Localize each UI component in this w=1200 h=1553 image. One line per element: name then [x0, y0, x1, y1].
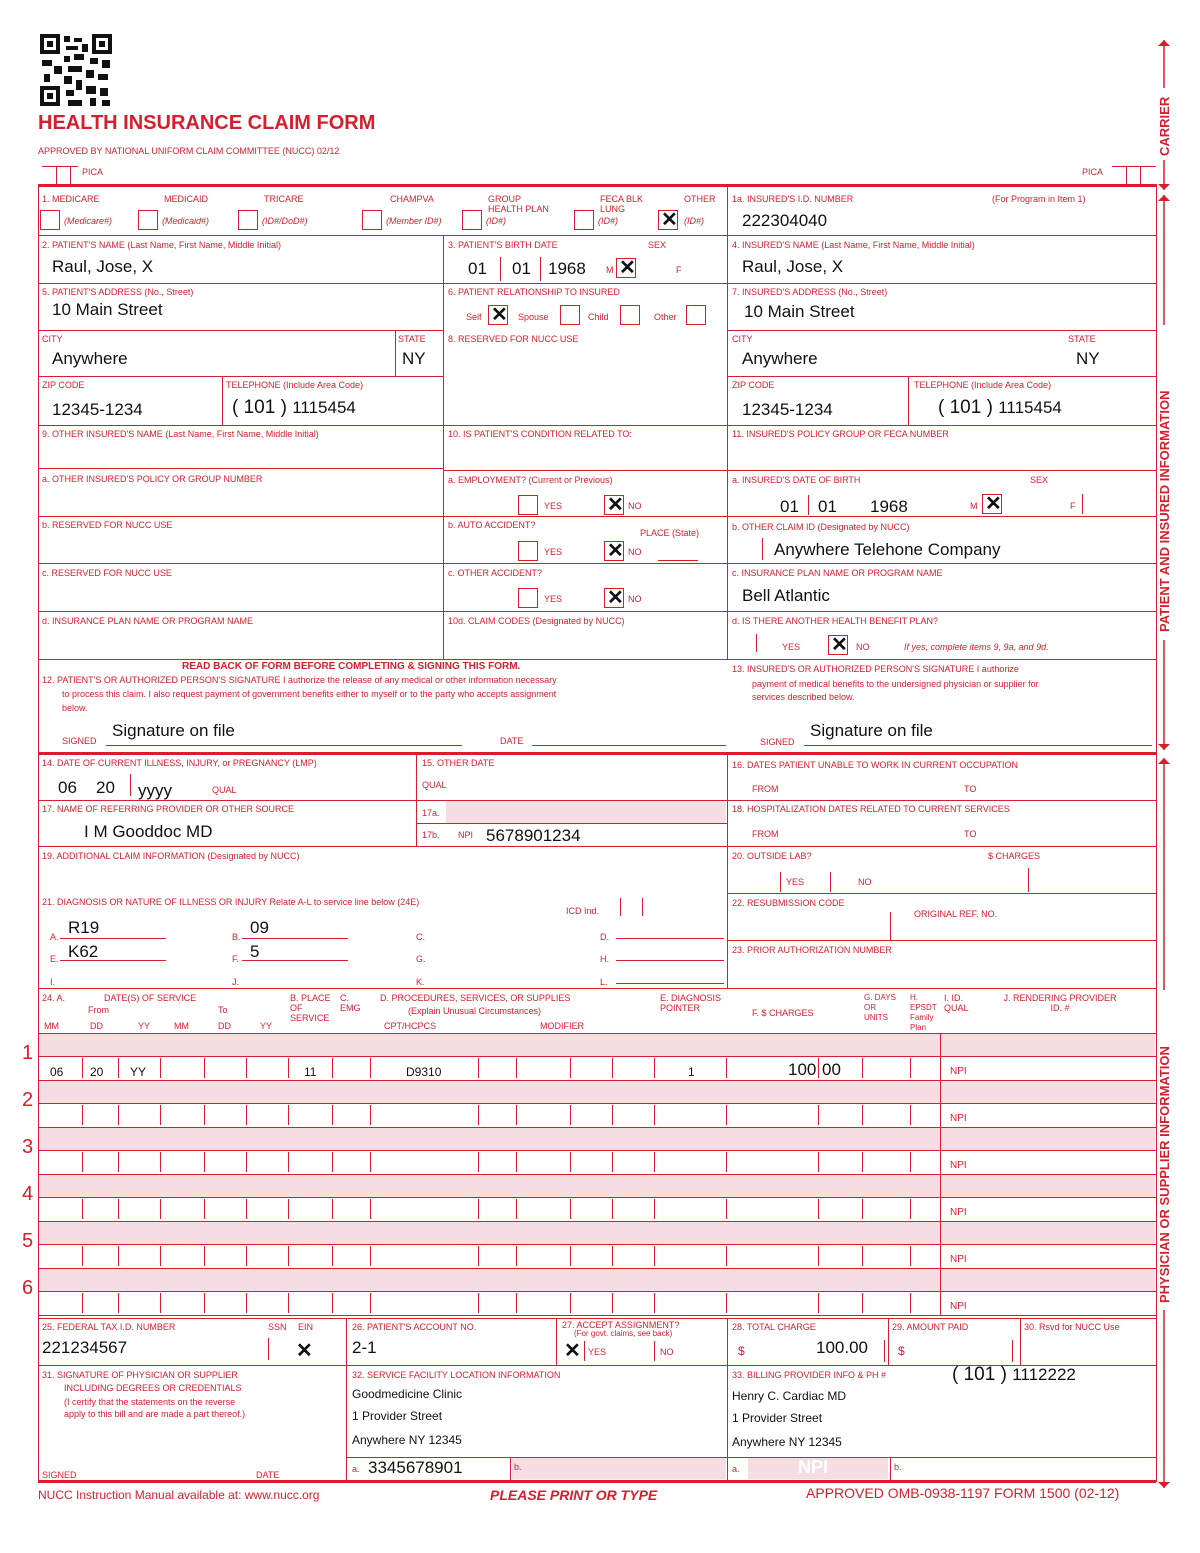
insured-birth-yy[interactable]: 1968 — [870, 497, 908, 516]
diag-k-label: K. — [416, 977, 425, 987]
patient-zip-field[interactable]: 12345-1234 — [52, 400, 143, 419]
accept-yes-mark: ✕ — [564, 1340, 581, 1362]
diag-e-label: E. — [50, 954, 59, 964]
relationship-other-checkbox[interactable] — [686, 305, 706, 325]
birth-dd[interactable]: 01 — [512, 259, 531, 278]
col24a-to: To — [218, 1005, 228, 1015]
diagnosis-e-field[interactable]: K62 — [68, 942, 99, 961]
patient-area-code: 101 — [243, 397, 276, 418]
box28-dollar: $ — [738, 1344, 745, 1358]
box26-label: 26. PATIENT'S ACCOUNT NO. — [352, 1322, 477, 1332]
col24-yy-from: YY — [138, 1021, 151, 1031]
another-plan-no-mark: ✕ — [831, 634, 848, 656]
box31-l3: (I certify that the statements on the reverse — [64, 1397, 236, 1407]
box13-text2: payment of medical benefits to the undersigned physician or supplier for — [752, 679, 1039, 689]
birth-yy[interactable]: 1968 — [548, 259, 586, 278]
col24b-label: B. PLACE OF SERVICE — [290, 993, 331, 1023]
tricare-sub: (ID#/DoD#) — [262, 216, 308, 226]
box17a-label: 17a. — [422, 808, 440, 818]
box18-label: 18. HOSPITALIZATION DATES RELATED TO CURRENT SERVICES — [732, 804, 1010, 814]
patient-insured-side-label — [1150, 195, 1178, 750]
box1-feca-label: FECA BLK LUNG — [600, 194, 644, 214]
box9d-label: d. INSURANCE PLAN NAME OR PROGRAM NAME — [42, 616, 254, 626]
line1-from-yy[interactable]: YY — [130, 1065, 147, 1079]
box8-label: 8. RESERVED FOR NUCC USE — [448, 334, 579, 344]
illness-dd[interactable]: 20 — [96, 778, 115, 797]
col24g-label: G. DAYS OR UNITS — [864, 993, 896, 1022]
box13-signed-label: SIGNED — [760, 737, 795, 747]
diagnosis-a-field[interactable]: R19 — [68, 918, 100, 937]
footer-omb: APPROVED OMB-0938-1197 FORM 1500 (02-12) — [806, 1485, 1120, 1501]
box28-label: 28. TOTAL CHARGE — [732, 1322, 816, 1332]
insured-zip-field[interactable]: 12345-1234 — [742, 400, 833, 419]
box12-text3: below. — [62, 703, 88, 713]
box1-tricare-label: TRICARE — [264, 194, 304, 204]
box11a-sex: SEX — [1030, 475, 1049, 485]
medicaid-checkbox[interactable] — [138, 210, 158, 230]
box17-label: 17. NAME OF REFERRING PROVIDER OR OTHER SOURCE — [42, 804, 295, 814]
box5-zip-label: ZIP CODE — [42, 380, 85, 390]
billing-city-field[interactable]: Anywhere NY 12345 — [732, 1435, 842, 1449]
facility-city-field[interactable]: Anywhere NY 12345 — [352, 1433, 462, 1447]
box25-ssn: SSN — [268, 1322, 287, 1332]
box11a-label: a. INSURED'S DATE OF BIRTH — [732, 475, 861, 485]
box9a-label: a. OTHER INSURED'S POLICY OR GROUP NUMBER — [42, 474, 263, 484]
other-claim-id-field[interactable]: Anywhere Telehone Company — [774, 540, 1001, 559]
line1-diag-pointer[interactable]: 1 — [688, 1065, 695, 1079]
box11d-yes-label: YES — [782, 642, 801, 652]
footer-print: PLEASE PRINT OR TYPE — [490, 1487, 658, 1503]
patient-phone-field[interactable]: ( 101 ) 1115454 — [232, 397, 356, 418]
group-sub: (ID#) — [486, 216, 506, 226]
line1-charge-cents[interactable]: 00 — [822, 1060, 841, 1079]
box19-label: 19. ADDITIONAL CLAIM INFORMATION (Designated by NUCC) — [42, 851, 300, 861]
tricare-checkbox[interactable] — [238, 210, 258, 230]
box23-label: 23. PRIOR AUTHORIZATION NUMBER — [732, 945, 892, 955]
col24a-dates: DATE(S) OF SERVICE — [104, 993, 197, 1003]
other-accident-no-mark: ✕ — [607, 587, 624, 609]
box10a-label: a. EMPLOYMENT? (Current or Previous) — [448, 475, 613, 485]
auto-accident-yes-checkbox[interactable] — [518, 541, 538, 561]
diag-i-label: I. — [50, 977, 56, 987]
box32-label: 32. SERVICE FACILITY LOCATION INFORMATION — [352, 1370, 561, 1380]
box30-label: 30. Rsvd for NUCC Use — [1024, 1322, 1120, 1332]
service-line-shaded-band — [39, 1175, 1155, 1197]
insured-street-field[interactable]: 10 Main Street — [744, 302, 855, 321]
box7-zip-label: ZIP CODE — [732, 380, 775, 390]
auto-accident-state-field[interactable] — [658, 560, 698, 561]
box18-from: FROM — [752, 829, 779, 839]
line1-pos[interactable]: 11 — [304, 1065, 317, 1079]
tax-id-field[interactable]: 221234567 — [42, 1338, 128, 1357]
box1a-label: 1a. INSURED'S I.D. NUMBER — [732, 194, 854, 204]
col24d-modifier: MODIFIER — [540, 1021, 584, 1031]
box10b-place: PLACE (State) — [640, 528, 700, 538]
carrier-text: CARRIER — [1157, 96, 1172, 156]
auto-accident-no-mark: ✕ — [607, 540, 624, 562]
col24-dd-from: DD — [90, 1021, 103, 1031]
box11b-label: b. OTHER CLAIM ID (Designated by NUCC) — [732, 522, 910, 532]
medicaid-sub: (Medicaid#) — [162, 216, 210, 226]
total-charge-field[interactable]: 100.00 — [816, 1338, 868, 1357]
box7-label: 7. INSURED'S ADDRESS (No., Street) — [732, 287, 888, 297]
physician-text: PHYSICIAN OR SUPPLIER INFORMATION — [1157, 1046, 1172, 1303]
service-line-number: 4 — [22, 1183, 34, 1205]
other-sub: (ID#) — [684, 216, 704, 226]
box3-m: M — [606, 265, 614, 275]
diag-l-label: L. — [600, 977, 608, 987]
box29-dollar: $ — [898, 1344, 905, 1358]
diag-j-label: J. — [232, 977, 240, 987]
employment-no-label: NO — [628, 501, 642, 511]
insured-phone-field[interactable]: ( 101 ) 1115454 — [938, 397, 1062, 418]
box11d-no-label: NO — [856, 642, 870, 652]
box6-other: Other — [654, 312, 677, 322]
col24-yy-to: YY — [260, 1021, 273, 1031]
service-line-number: 5 — [22, 1230, 34, 1252]
referring-npi-field[interactable]: 5678901234 — [486, 826, 581, 845]
relationship-self-mark: ✕ — [491, 304, 508, 326]
auto-no-label: NO — [628, 547, 642, 557]
box13-label: 13. INSURED'S OR AUTHORIZED PERSON'S SIGNATURE I authorize — [732, 664, 1019, 674]
box25-ein: EIN — [298, 1322, 314, 1332]
ein-mark: ✕ — [296, 1340, 313, 1362]
diag-f-label: F. — [232, 954, 240, 964]
patient-signature-date-field[interactable] — [532, 745, 726, 746]
box33a-label: a. — [732, 1464, 740, 1474]
box33-npi-watermark: NPI — [798, 1457, 829, 1477]
box12-date-label: DATE — [500, 736, 524, 746]
box10-label: 10. IS PATIENT'S CONDITION RELATED TO: — [448, 429, 632, 439]
other-accident-yes-label: YES — [544, 594, 563, 604]
group-checkbox[interactable] — [462, 210, 482, 230]
box17b-label: 17b. — [422, 830, 440, 840]
col24-dd-to: DD — [218, 1021, 231, 1031]
box11-f: F — [1070, 501, 1076, 511]
feca-sub: (ID#) — [598, 216, 618, 226]
box15-qual: QUAL — [422, 780, 447, 790]
box6-child: Child — [588, 312, 609, 322]
box5-state-label: STATE — [398, 334, 426, 344]
box15-label: 15. OTHER DATE — [422, 758, 495, 768]
box1-medicaid-label: MEDICAID — [164, 194, 209, 204]
col24j-label: J. RENDERING PROVIDER ID. # — [1003, 993, 1117, 1013]
insured-phone-number: 1115454 — [998, 398, 1062, 417]
insured-id-field[interactable]: 222304040 — [742, 211, 828, 230]
box17b-npi: NPI — [458, 830, 474, 840]
col24i-label: I. ID. QUAL — [944, 993, 969, 1013]
box32a-label: a. — [352, 1464, 360, 1474]
service-line-shaded-band — [39, 1222, 1155, 1244]
box11c-label: c. INSURANCE PLAN NAME OR PROGRAM NAME — [732, 568, 943, 578]
illness-yy[interactable]: yyyy — [138, 781, 172, 800]
box31-signed: SIGNED — [42, 1470, 77, 1480]
box16-from: FROM — [752, 784, 779, 794]
insured-state-field[interactable]: NY — [1076, 349, 1100, 368]
box12-signed-label: SIGNED — [62, 736, 97, 746]
patient-sex-m-mark: ✕ — [619, 257, 636, 279]
diag-h-label: H. — [600, 954, 609, 964]
box20-yes: YES — [786, 877, 805, 887]
service-line-shaded-band — [39, 1034, 1155, 1056]
feca-checkbox[interactable] — [574, 210, 594, 230]
service-line-shaded-band — [39, 1269, 1155, 1291]
footer-manual: NUCC Instruction Manual available at: www.nucc.org — [38, 1488, 320, 1502]
box12-text2: to process this claim. I also request payment of government benefits either to myself or to the party who accepts assignment — [62, 689, 557, 699]
patient-state-field[interactable]: NY — [402, 349, 426, 368]
box33-label: 33. BILLING PROVIDER INFO & PH # — [732, 1370, 887, 1380]
box1-other-label: OTHER — [684, 194, 716, 204]
line1-from-mm[interactable]: 06 — [50, 1065, 64, 1079]
billing-area-code: 101 — [963, 1364, 996, 1385]
box7-city-label: CITY — [732, 334, 753, 344]
pica-left: PICA — [82, 167, 104, 177]
box11-label: 11. INSURED'S POLICY GROUP OR FECA NUMBER — [732, 429, 949, 439]
other-accident-no-label: NO — [628, 594, 642, 604]
box10c-label: c. OTHER ACCIDENT? — [448, 568, 543, 578]
champva-checkbox[interactable] — [362, 210, 382, 230]
box14-label: 14. DATE OF CURRENT ILLNESS, INJURY, or PREGNANCY (LMP) — [42, 758, 317, 768]
box22-label: 22. RESUBMISSION CODE — [732, 898, 845, 908]
other-accident-yes-checkbox[interactable] — [518, 588, 538, 608]
employment-no-mark: ✕ — [607, 494, 624, 516]
col24-mm-from: MM — [44, 1021, 59, 1031]
box6-label: 6. PATIENT RELATIONSHIP TO INSURED — [448, 287, 620, 297]
box11d-note: If yes, complete items 9, 9a, and 9d. — [904, 642, 1049, 652]
diag-g-label: G. — [416, 954, 426, 964]
pica-right: PICA — [1082, 167, 1104, 177]
medicare-checkbox[interactable] — [40, 210, 60, 230]
champva-sub: (Member ID#) — [386, 216, 442, 226]
box13-text3: services described below. — [752, 692, 855, 702]
patient-city-field[interactable]: Anywhere — [52, 349, 128, 368]
account-number-field[interactable]: 2-1 — [352, 1338, 377, 1357]
box7-phone-label: TELEPHONE (Include Area Code) — [914, 380, 1052, 390]
diagnosis-f-field[interactable]: 5 — [250, 942, 260, 961]
col24f-label: F. $ CHARGES — [752, 1008, 814, 1018]
box10b-label: b. AUTO ACCIDENT? — [448, 520, 536, 530]
service-line-npi-label: NPI — [950, 1254, 967, 1265]
col24d-cpt: CPT/HCPCS — [384, 1021, 437, 1031]
insured-area-code: 101 — [949, 397, 982, 418]
box20-label: 20. OUTSIDE LAB? — [732, 851, 812, 861]
insured-signature-field[interactable]: Signature on file — [810, 721, 933, 740]
service-line-npi-label: NPI — [950, 1113, 967, 1124]
col24h-label: H. EPSDT Family Plan — [910, 993, 937, 1032]
service-line-npi-label: NPI — [950, 1066, 967, 1077]
diagnosis-b-field[interactable]: 09 — [250, 918, 269, 937]
physician-side-label — [1150, 758, 1178, 1488]
col24-mm-to: MM — [174, 1021, 189, 1031]
diag-b-label: B. — [232, 932, 241, 942]
insured-name-field[interactable]: Raul, Jose, X — [742, 257, 844, 276]
line1-charge-dollars[interactable]: 100 — [788, 1060, 817, 1079]
box9c-label: c. RESERVED FOR NUCC USE — [42, 568, 172, 578]
relationship-spouse-checkbox[interactable] — [560, 305, 580, 325]
box16-label: 16. DATES PATIENT UNABLE TO WORK IN CURRENT OCCUPATION — [732, 760, 1019, 770]
box9b-label: b. RESERVED FOR NUCC USE — [42, 520, 173, 530]
service-line-shaded-band — [39, 1128, 1155, 1150]
col24a-label: 24. A. — [42, 993, 66, 1003]
box1-group-label: GROUP HEALTH PLAN — [488, 194, 549, 214]
box3-label: 3. PATIENT'S BIRTH DATE — [448, 240, 558, 250]
box21-icd-ind: ICD Ind. — [566, 906, 600, 916]
referring-provider-field[interactable]: I M Gooddoc MD — [84, 822, 213, 841]
box10d-label: 10d. CLAIM CODES (Designated by NUCC) — [448, 616, 625, 626]
box5-city-label: CITY — [42, 334, 63, 344]
employment-yes-label: YES — [544, 501, 563, 511]
accept-yes-label: YES — [588, 1347, 607, 1357]
service-line-npi-label: NPI — [950, 1160, 967, 1171]
box29-label: 29. AMOUNT PAID — [892, 1322, 969, 1332]
service-line-npi-label: NPI — [950, 1207, 967, 1218]
box18-to: TO — [964, 829, 977, 839]
line1-cpt[interactable]: D9310 — [406, 1065, 442, 1079]
box5-label: 5. PATIENT'S ADDRESS (No., Street) — [42, 287, 194, 297]
billing-phone-field[interactable]: ( 101 ) 1112222 — [952, 1364, 1076, 1385]
other-check-mark: ✕ — [661, 209, 678, 231]
box27-note: (For govt. claims, see back) — [574, 1329, 673, 1338]
col24d-sub: (Explain Unusual Circumstances) — [408, 1006, 542, 1016]
line1-from-dd[interactable]: 20 — [90, 1065, 104, 1079]
facility-name-field[interactable]: Goodmedicine Clinic — [352, 1387, 463, 1401]
service-line-number: 6 — [22, 1277, 34, 1299]
insured-birth-mm[interactable]: 01 — [780, 497, 799, 516]
box20-no: NO — [858, 877, 872, 887]
box33b-label: b. — [894, 1462, 902, 1472]
read-back-notice: READ BACK OF FORM BEFORE COMPLETING & SIGNING THIS FORM. — [182, 661, 521, 672]
col24c-label: C. EMG — [340, 993, 361, 1013]
accept-no-label: NO — [660, 1347, 674, 1357]
box3-sex-label: SEX — [648, 240, 667, 250]
service-line-number: 3 — [22, 1136, 34, 1158]
billing-phone-number: 1112222 — [1012, 1365, 1076, 1384]
box1-champva-label: CHAMPVA — [390, 194, 434, 204]
approval-text: APPROVED BY NATIONAL UNIFORM CLAIM COMMITTEE (NUCC) 02/12 — [38, 146, 340, 156]
box1a-note: (For Program in Item 1) — [992, 194, 1086, 204]
patient-signature-field[interactable]: Signature on file — [112, 721, 235, 740]
insured-sex-m-mark: ✕ — [985, 493, 1002, 515]
col24a-from: From — [88, 1005, 109, 1015]
service-line-npi-label: NPI — [950, 1301, 967, 1312]
relationship-child-checkbox[interactable] — [620, 305, 640, 325]
employment-yes-checkbox[interactable] — [518, 495, 538, 515]
box6-self: Self — [466, 312, 482, 322]
service-line-shaded-band — [39, 1081, 1155, 1103]
box6-spouse: Spouse — [518, 312, 549, 322]
box25-label: 25. FEDERAL TAX I.D. NUMBER — [42, 1322, 176, 1332]
diag-c-label: C. — [416, 932, 425, 942]
box31-l2: INCLUDING DEGREES OR CREDENTIALS — [64, 1383, 242, 1393]
box7-state-label: STATE — [1068, 334, 1096, 344]
col24d-label: D. PROCEDURES, SERVICES, OR SUPPLIES — [380, 993, 571, 1003]
carrier-side-label — [1150, 40, 1178, 190]
billing-street-field[interactable]: 1 Provider Street — [732, 1411, 823, 1425]
box3-f: F — [676, 265, 682, 275]
patient-phone-number: 1115454 — [292, 398, 356, 417]
billing-name-field[interactable]: Henry C. Cardiac MD — [732, 1389, 847, 1403]
box9-label: 9. OTHER INSURED'S NAME (Last Name, First Name, Middle Initial) — [42, 429, 319, 439]
box12-label: 12. PATIENT'S OR AUTHORIZED PERSON'S SIGNATURE I authorize the release of any medical or other information necessary — [42, 675, 557, 685]
qr-code — [40, 34, 112, 106]
box14-qual: QUAL — [212, 785, 237, 795]
illness-mm[interactable]: 06 — [58, 778, 77, 797]
box21-label: 21. DIAGNOSIS OR NATURE OF ILLNESS OR INJURY Relate A-L to service line below (24E) — [42, 897, 420, 907]
service-line-number: 2 — [22, 1089, 34, 1111]
col24e-label: E. DIAGNOSIS POINTER — [660, 993, 722, 1013]
insured-city-field[interactable]: Anywhere — [742, 349, 818, 368]
diag-d-label: D. — [600, 932, 609, 942]
box20-charges: $ CHARGES — [988, 851, 1041, 861]
box2-label: 2. PATIENT'S NAME (Last Name, First Name, Middle Initial) — [42, 240, 281, 250]
box31-label: 31. SIGNATURE OF PHYSICIAN OR SUPPLIER — [42, 1370, 238, 1380]
facility-npi-field[interactable]: 3345678901 — [368, 1458, 463, 1477]
insured-birth-dd[interactable]: 01 — [818, 497, 837, 516]
insurance-plan-field[interactable]: Bell Atlantic — [742, 586, 830, 605]
patient-street-field[interactable]: 10 Main Street — [52, 300, 163, 319]
box27-label: 27. ACCEPT ASSIGNMENT? — [562, 1320, 680, 1330]
form-title: HEALTH INSURANCE CLAIM FORM — [38, 112, 376, 134]
medicare-sub: (Medicare#) — [64, 216, 113, 226]
patient-insured-text: PATIENT AND INSURED INFORMATION — [1157, 390, 1172, 632]
box32b-label: b. — [514, 1462, 522, 1472]
box22-orig-ref: ORIGINAL REF. NO. — [914, 909, 998, 919]
box1-medicare-label: 1. MEDICARE — [42, 194, 100, 204]
diag-a-label: A. — [50, 932, 59, 942]
box11d-label: d. IS THERE ANOTHER HEALTH BENEFIT PLAN? — [732, 616, 939, 626]
birth-mm[interactable]: 01 — [468, 259, 487, 278]
patient-name-field[interactable]: Raul, Jose, X — [52, 257, 154, 276]
service-line-number: 1 — [22, 1042, 34, 1064]
facility-street-field[interactable]: 1 Provider Street — [352, 1409, 443, 1423]
box31-date: DATE — [256, 1470, 280, 1480]
box16-to: TO — [964, 784, 977, 794]
box31-l4: apply to this bill and are made a part thereof.) — [64, 1409, 246, 1419]
box11-m: M — [970, 501, 978, 511]
auto-yes-label: YES — [544, 547, 563, 557]
box5-phone-label: TELEPHONE (Include Area Code) — [226, 380, 364, 390]
box4-label: 4. INSURED'S NAME (Last Name, First Name, Middle Initial) — [732, 240, 975, 250]
